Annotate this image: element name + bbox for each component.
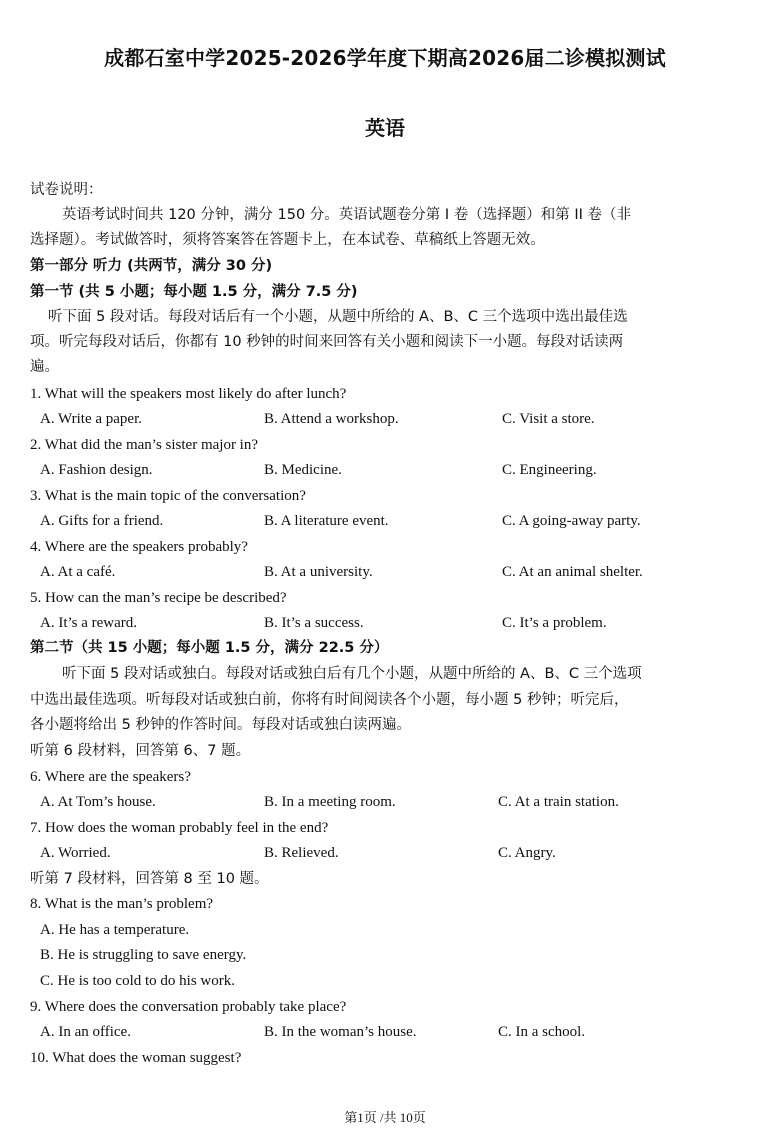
instructions-line-2: 选择题）。考试做答时，须将答案答在答题卡上，在本试卷、草稿纸上答题无效。 <box>30 232 545 248</box>
question-stem: 6. Where are the speakers? <box>30 769 191 785</box>
instructions-line-1: 英语考试时间共 120 分钟，满分 150 分。英语试题卷分第 I 卷（选择题）和第 II 卷（非 <box>62 207 632 223</box>
option-b: B. He is struggling to save energy. <box>40 947 247 963</box>
question-stem: 10. What does the woman suggest? <box>30 1050 242 1066</box>
subject-title: 英语 <box>365 116 405 140</box>
option-b: B. At a university. <box>264 564 373 580</box>
material-7-note: 听第 7 段材料，回答第 8 至 10 题。 <box>30 871 269 887</box>
option-c: C. Angry. <box>498 845 556 861</box>
option-c: C. At a train station. <box>498 794 619 810</box>
option-b: B. Medicine. <box>264 462 342 478</box>
question-stem: 4. Where are the speakers probably? <box>30 539 248 555</box>
option-c: C. A going-away party. <box>502 513 641 529</box>
option-b: B. It’s a success. <box>264 615 364 631</box>
section1-intro-3: 遍。 <box>30 359 59 375</box>
option-a: A. It’s a reward. <box>40 615 138 631</box>
question-stem: 5. How can the man’s recipe be described? <box>30 590 287 606</box>
part1-heading: 第一部分 听力 (共两节，满分 30 分) <box>30 258 273 274</box>
question-stem: 2. What did the man’s sister major in? <box>30 437 259 453</box>
section1-heading: 第一节 (共 5 小题；每小题 1.5 分，满分 7.5 分) <box>30 284 358 300</box>
option-a: A. Write a paper. <box>40 411 142 427</box>
option-a: A. Gifts for a friend. <box>40 513 164 529</box>
question-stem: 8. What is the man’s problem? <box>30 896 214 912</box>
option-a: A. He has a temperature. <box>40 922 190 938</box>
option-b: B. A literature event. <box>264 513 389 529</box>
section2-intro-2: 中选出最佳选项。听每段对话或独白前，你将有时间阅读各个小题，每小题 5 秒钟；听完后， <box>30 692 629 708</box>
section1-intro-1: 听下面 5 段对话。每段对话后有一个小题，从题中所给的 A、B、C 三个选项中选出最佳选 <box>48 309 628 325</box>
page-title: 成都石室中学2025-2026学年度下期高2026届二诊模拟测试 <box>104 46 666 70</box>
option-c: C. Engineering. <box>502 462 597 478</box>
material-6-note: 听第 6 段材料，回答第 6、7 题。 <box>30 743 251 759</box>
option-c: C. At an animal shelter. <box>502 564 643 580</box>
option-a: A. At a café. <box>40 564 116 580</box>
option-c: C. Visit a store. <box>502 411 595 427</box>
option-b: B. Attend a workshop. <box>264 411 399 427</box>
option-b: B. Relieved. <box>264 845 339 861</box>
option-c: C. He is too cold to do his work. <box>40 973 235 989</box>
question-stem: 7. How does the woman probably feel in the end? <box>30 820 329 836</box>
option-a: A. Fashion design. <box>40 462 153 478</box>
question-stem: 3. What is the main topic of the conversation? <box>30 488 306 504</box>
option-b: B. In the woman’s house. <box>264 1024 417 1040</box>
section2-intro-3: 各小题将给出 5 秒钟的作答时间。每段对话或独白读两遍。 <box>30 717 411 733</box>
question-stem: 9. Where does the conversation probably take place? <box>30 999 347 1015</box>
option-a: A. Worried. <box>40 845 111 861</box>
option-c: C. In a school. <box>498 1024 586 1040</box>
question-stem: 1. What will the speakers most likely do after lunch? <box>30 386 347 402</box>
option-b: B. In a meeting room. <box>264 794 396 810</box>
section2-heading: 第二节（共 15 小题；每小题 1.5 分，满分 22.5 分） <box>30 640 389 656</box>
option-c: C. It’s a problem. <box>502 615 607 631</box>
section1-intro-2: 项。听完每段对话后，你都有 10 秒钟的时间来回答有关小题和阅读下一小题。每段对话读两 <box>30 334 624 350</box>
instructions-label: 试卷说明： <box>30 182 103 198</box>
option-a: A. At Tom’s house. <box>40 794 156 810</box>
option-a: A. In an office. <box>40 1024 131 1040</box>
page-number: 第1页 /共 10页 <box>344 1110 426 1125</box>
section2-intro-1: 听下面 5 段对话或独白。每段对话或独白后有几个小题，从题中所给的 A、B、C 三个选项 <box>62 666 642 682</box>
